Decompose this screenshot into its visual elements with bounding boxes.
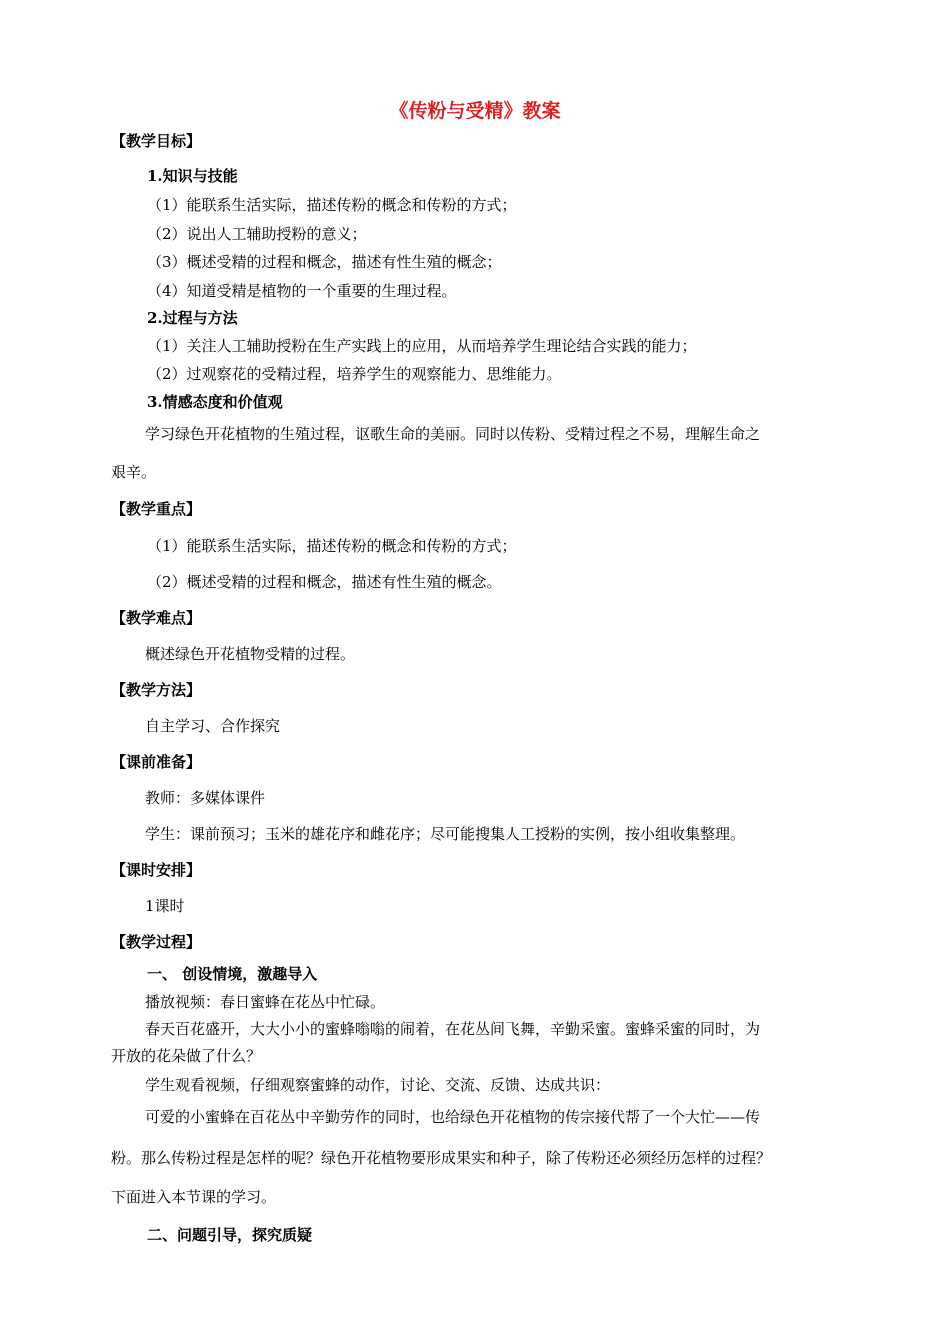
section-heading-schedule: 【课时安排】 <box>111 861 202 879</box>
section-heading-preparation: 【课前准备】 <box>111 753 202 771</box>
paragraph-line: 粉。那么传粉过程是怎样的呢？绿色开花植物要形成果实和种子，除了传粉还必须经历怎样的过程？ <box>111 1149 772 1167</box>
preparation-student: 学生：课前预习；玉米的雄花序和雌花序；尽可能搜集人工授粉的实例，按小组收集整理。 <box>145 825 746 843</box>
paragraph-line: 春天百花盛开，大大小小的蜜蜂嗡嗡的闹着，在花丛间飞舞，辛勤采蜜。蜜蜂采蜜的同时，为 <box>145 1020 761 1038</box>
step-heading: 二、问题引导，探究质疑 <box>147 1226 313 1244</box>
goal-item: （4）知道受精是植物的一个重要的生理过程。 <box>147 282 457 300</box>
paragraph-line: 下面进入本节课的学习。 <box>111 1188 277 1206</box>
section-heading-goals: 【教学目标】 <box>111 132 202 150</box>
step-heading: 一、 创设情境，激趣导入 <box>147 965 318 983</box>
subheading-emotion: 3.情感态度和价值观 <box>147 393 283 411</box>
difficulty-text: 概述绿色开花植物受精的过程。 <box>145 645 356 663</box>
section-heading-methods: 【教学方法】 <box>111 681 202 699</box>
key-point-item: （2）概述受精的过程和概念，描述有性生殖的概念。 <box>147 573 502 591</box>
paragraph-line: 学生观看视频，仔细观察蜜蜂的动作，讨论、交流、反馈、达成共识： <box>145 1076 611 1094</box>
goal-item: （2）过观察花的受精过程，培养学生的观察能力、思维能力。 <box>147 365 562 383</box>
goal-item: （2）说出人工辅助授粉的意义； <box>147 225 367 243</box>
goal-item: （3）概述受精的过程和概念，描述有性生殖的概念； <box>147 253 502 271</box>
key-point-item: （1）能联系生活实际，描述传粉的概念和传粉的方式； <box>147 537 517 555</box>
subheading-process: 2.过程与方法 <box>147 309 238 327</box>
methods-text: 自主学习、合作探究 <box>145 717 281 735</box>
section-heading-difficulties: 【教学难点】 <box>111 609 202 627</box>
paragraph-line: 艰辛。 <box>111 463 157 481</box>
paragraph-line: 开放的花朵做了什么？ <box>111 1047 262 1065</box>
section-heading-key-points: 【教学重点】 <box>111 500 202 518</box>
subheading-knowledge: 1.知识与技能 <box>147 167 238 185</box>
document-title: 《传粉与受精》教案 <box>389 100 561 122</box>
goal-item: （1）关注人工辅助授粉在生产实践上的应用，从而培养学生理论结合实践的能力； <box>147 337 697 355</box>
paragraph-line: 播放视频：春日蜜蜂在花丛中忙碌。 <box>145 993 386 1011</box>
schedule-text: 1课时 <box>145 897 185 915</box>
goal-item: （1）能联系生活实际，描述传粉的概念和传粉的方式； <box>147 196 517 214</box>
preparation-teacher: 教师：多媒体课件 <box>145 789 266 807</box>
section-heading-process: 【教学过程】 <box>111 933 202 951</box>
paragraph-line: 学习绿色开花植物的生殖过程，讴歌生命的美丽。同时以传粉、受精过程之不易，理解生命之 <box>145 425 761 443</box>
paragraph-line: 可爱的小蜜蜂在百花丛中辛勤劳作的同时，也给绿色开花植物的传宗接代帮了一个大忙——传 <box>145 1108 761 1126</box>
